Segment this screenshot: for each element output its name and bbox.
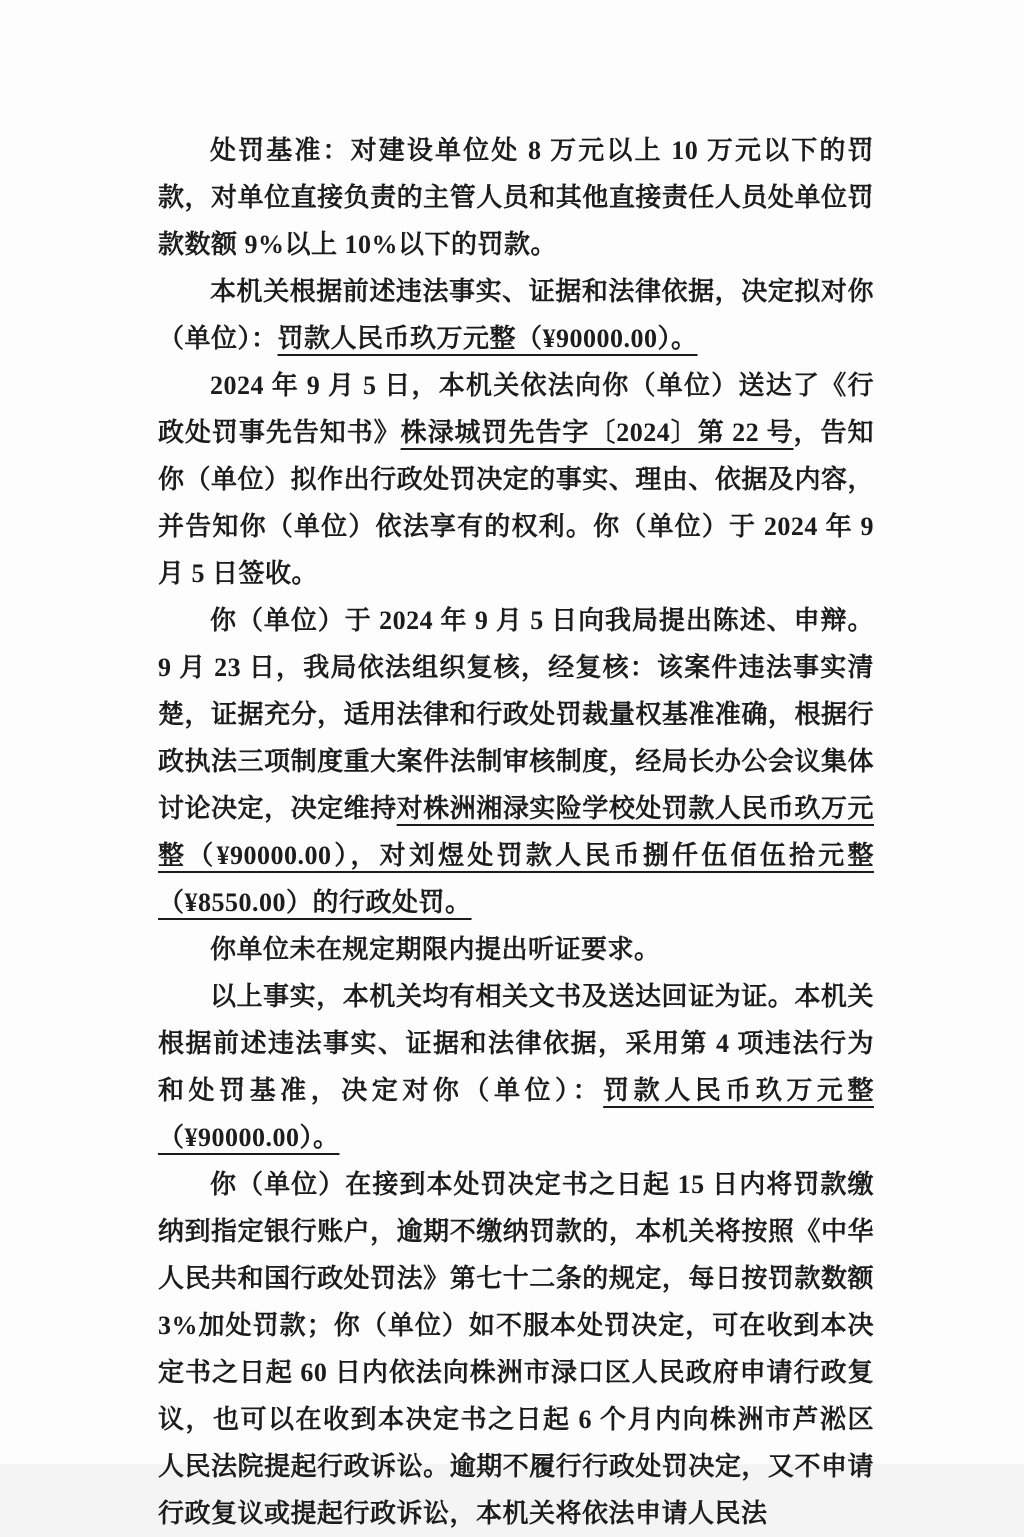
- paragraph: [158, 1161, 874, 1537]
- paragraph: [158, 973, 874, 1161]
- text-segment: 处罚基准：对建设单位处 8 万元以上 10 万元以下的罚款，对单位直接负责的主管人员和其他直接责任人员处单位罚款数额 9%以上 10%以下的罚款。: [158, 136, 874, 259]
- underlined-text-segment: 罚款人民币玖万元整（¥90000.00）。: [158, 1076, 874, 1152]
- text-segment: 2024 年 9 月 5 日，本机关依法向你（单位）送达了《行政处罚事先告知书》: [158, 371, 874, 447]
- text-segment: 以上事实，本机关均有相关文书及送达回证为证。本机关根据前述违法事实、证据和法律依据，采用第 4 项违法行为和处罚基准，决定对你（单位）：: [158, 982, 874, 1105]
- paragraph: [158, 926, 874, 973]
- document-body: [158, 127, 874, 1537]
- text-segment: ，告知你（单位）拟作出行政处罚决定的事实、理由、依据及内容，并告知你（单位）依法享有的权利。你（单位）于 2024 年 9 月 5 日签收。: [158, 418, 874, 588]
- text-segment: 你（单位）于 2024 年 9 月 5 日向我局提出陈述、申辩。9 月 23 日，我局依法组织复核，经复核：该案件违法事实清楚，证据充分，适用法律和行政处罚裁量权基准准确，根据行政执法三项制度重大案件法制审核制度，经局长办公会议集体讨论决定，决定维持: [158, 606, 874, 823]
- paragraph: [158, 268, 874, 362]
- underlined-text-segment: 对株洲湘渌实险学校处罚款人民币玖万元整（¥90000.00），对刘煜处罚款人民币捌仟伍佰伍拾元整（¥8550.00）的行政处罚。: [158, 794, 874, 917]
- underlined-text-segment: 株渌城罚先告字〔2024〕第 22 号: [400, 418, 794, 447]
- paragraph: [158, 597, 874, 926]
- underlined-text-segment: 罚款人民币玖万元整（¥90000.00）。: [277, 324, 698, 353]
- text-segment: 你单位未在规定期限内提出听证要求。: [210, 935, 661, 964]
- paragraph: [158, 127, 874, 268]
- text-segment: 本机关根据前述违法事实、证据和法律依据，决定拟对你（单位）：: [158, 277, 874, 353]
- paragraph: [158, 362, 874, 597]
- text-segment: 你（单位）在接到本处罚决定书之日起 15 日内将罚款缴纳到指定银行账户，逾期不缴纳罚款的，本机关将按照《中华人民共和国行政处罚法》第七十二条的规定，每日按罚款数额 3%加处罚款；你（单位）如不服本处罚决定，可在收到本决定书之日起 60 日内依法向株洲市渌口区人民政府申请行政复议，也可以在收到本决定书之日起 6 个月内向株洲市芦淞区人民法院提起行政诉讼。逾期不履行行政处罚决定，又不申请行政复议或提起行政诉讼，本机关将依法申请人民法: [158, 1170, 874, 1528]
